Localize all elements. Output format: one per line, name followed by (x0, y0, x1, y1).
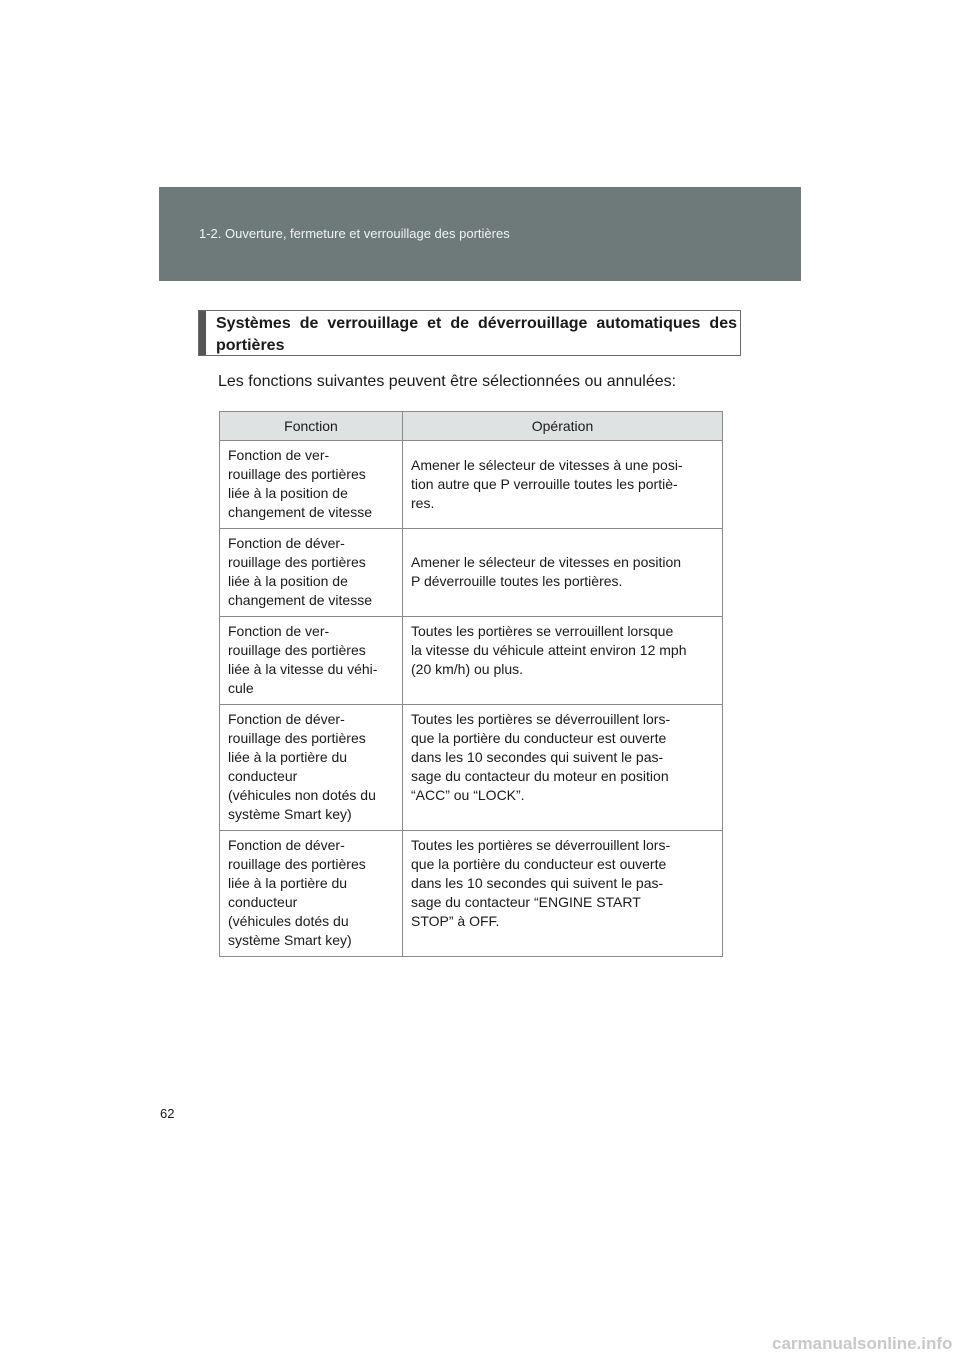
function-line: liée à la position de (228, 485, 348, 501)
function-line: rouillage des portières (228, 856, 366, 872)
function-line: Fonction de déver- (228, 837, 345, 853)
function-line: rouillage des portières (228, 642, 366, 658)
table-row (220, 617, 723, 705)
watermark: carmanualsonline.info (772, 1334, 953, 1353)
operation-line: dans les 10 secondes qui suivent le pas- (411, 875, 664, 891)
function-cell (220, 441, 403, 529)
table-row (220, 529, 723, 617)
function-line: rouillage des portières (228, 730, 366, 746)
function-line: conducteur (228, 768, 298, 784)
section-title-bar (199, 311, 206, 355)
function-cell (220, 705, 403, 831)
operation-cell (403, 441, 723, 529)
operation-line: sage du contacteur “ENGINE START (411, 894, 641, 910)
chapter-header-band (159, 187, 801, 281)
function-line: rouillage des portières (228, 466, 366, 482)
operation-line: P déverrouille toutes les portières. (411, 573, 623, 589)
operation-line: que la portière du conducteur est ouverte (411, 730, 667, 746)
operation-line: sage du contacteur du moteur en position (411, 768, 669, 784)
table-header-row (220, 412, 723, 441)
operation-cell (403, 831, 723, 957)
function-line: Fonction de ver- (228, 447, 330, 463)
operation-line: Toutes les portières se déverrouillent lors- (411, 711, 671, 727)
operation-line: dans les 10 secondes qui suivent le pas- (411, 749, 664, 765)
chapter-section-label: 1-2. Ouverture, fermeture et verrouillage des portières (199, 226, 510, 241)
operation-line: Toutes les portières se déverrouillent lors- (411, 837, 671, 853)
operation-line: que la portière du conducteur est ouverte (411, 856, 667, 872)
operation-line: tion autre que P verrouille toutes les portiè- (411, 476, 678, 492)
function-line: changement de vitesse (228, 592, 372, 608)
function-line: liée à la position de (228, 573, 348, 589)
operation-line: STOP” à OFF. (411, 913, 500, 929)
function-line: (véhicules non dotés du (228, 787, 376, 803)
function-line: Fonction de ver- (228, 623, 330, 639)
function-line: cule (228, 680, 254, 696)
page-number: 62 (160, 1106, 175, 1121)
operation-line: “ACC” ou “LOCK”. (411, 787, 525, 803)
function-cell (220, 529, 403, 617)
table-row (220, 705, 723, 831)
operation-line: la vitesse du véhicule atteint environ 12 mph (411, 642, 687, 658)
function-line: conducteur (228, 894, 298, 910)
section-title-box (198, 310, 741, 356)
function-line: système Smart key) (228, 806, 352, 822)
functions-table (219, 411, 723, 957)
function-cell (220, 831, 403, 957)
operation-line: (20 km/h) ou plus. (411, 661, 524, 677)
function-line: liée à la vitesse du véhi- (228, 661, 378, 677)
table-header-function: Fonction (220, 412, 403, 441)
intro-text: Les fonctions suivantes peuvent être sélectionnées ou annulées: (218, 373, 677, 390)
operation-line: Amener le sélecteur de vitesses en position (411, 554, 682, 570)
function-line: système Smart key) (228, 932, 352, 948)
table-row (220, 831, 723, 957)
function-line: Fonction de déver- (228, 535, 345, 551)
operation-line: Amener le sélecteur de vitesses à une posi- (411, 457, 683, 473)
function-line: liée à la portière du (228, 749, 348, 765)
operation-cell (403, 617, 723, 705)
function-line: Fonction de déver- (228, 711, 345, 727)
function-line: rouillage des portières (228, 554, 366, 570)
section-title: Systèmes de verrouillage et de déverrouillage automatiques des portières (216, 315, 737, 354)
operation-line: res. (411, 495, 435, 511)
function-line: (véhicules dotés du (228, 913, 349, 929)
function-line: liée à la portière du (228, 875, 348, 891)
table-row (220, 441, 723, 529)
table-header-operation: Opération (403, 412, 723, 441)
operation-line: Toutes les portières se verrouillent lorsque (411, 623, 674, 639)
function-line: changement de vitesse (228, 504, 372, 520)
function-cell (220, 617, 403, 705)
operation-cell (403, 529, 723, 617)
operation-cell (403, 705, 723, 831)
